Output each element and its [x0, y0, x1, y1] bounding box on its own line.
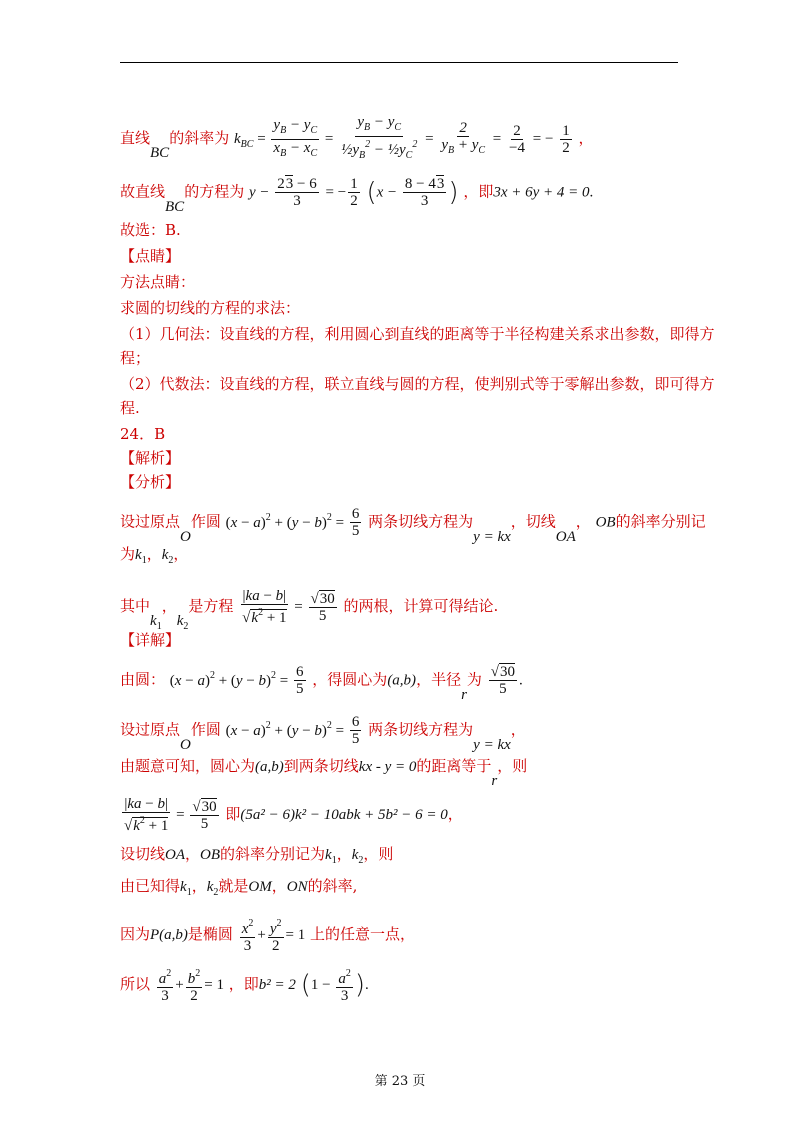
page-footer: 第 23 页 — [374, 1074, 426, 1089]
line-algebra-method-cont: 程. — [120, 399, 140, 417]
line-analysis-3: 其中$k_1$，$k_2$是方程 $\frac{|ka - b|}{√k^2 + 1}$ = $\frac{√30}{5}$ 的两根，计算可得结论. — [120, 588, 499, 632]
line-method: 方法点睛： — [120, 273, 196, 291]
line-detail-3: 由题意可知，圆心为(a,b)到两条切线kx - y = 0的距离等于r，则 — [120, 757, 528, 789]
line-geometry-method-cont: 程； — [120, 349, 151, 367]
question-number: 24．B — [120, 425, 166, 443]
line-answer: 故选：B. — [120, 221, 181, 239]
line-detail-8: 所以 $\frac{a^2}{3}$ + $\frac{b^2}{2}$ = 1 ，即b² = 2 (1 − $\frac{a^2}{3}$ ). — [120, 968, 369, 1004]
line-detail-4: $\frac{|ka - b|}{√k^2 + 1}$ = $\frac{√30}{5}$ 即(5a² − 6)k² − 10abk + 5b² − 6 = 0， — [124, 796, 463, 834]
line-slope-bc: 直线BC的斜率为 $k_{BC}$ = $\frac{y_B - y_C}{x_B - x_C}$ = $\frac{y_B - y_C}{\frac{1}{2}y_B^2 - \frac{1}{2}y_C^2}$ = $\frac{2}{y_B + y_C}$ = $\frac{2}{-4}$ = − $\frac{1}{2}$ ， — [120, 114, 594, 161]
heading-fenxi: 【分析】 — [120, 473, 181, 491]
heading-xiangjie: 【详解】 — [120, 631, 181, 649]
heading-dianjing: 【点睛】 — [120, 247, 181, 265]
line-detail-6: 由已知得$k_1$，$k_2$就是OM，ON的斜率, — [120, 877, 358, 898]
line-geometry-method: （1）几何法：设直线的方程，利用圆心到直线的距离等于半径构建关系求出参数，即得方 — [120, 325, 715, 343]
line-detail-1: 由圆： $(x - a)^2 + (y - b)^2$ = $\frac{6}{5}$ ，得圆心为(a,b)，半径r为 $\frac{√30}{5}$ . — [120, 664, 523, 703]
line-algebra-method: （2）代数法：设直线的方程，联立直线与圆的方程，使判别式等于零解出参数，即可得方 — [120, 375, 715, 393]
line-detail-5: 设切线OA，OB的斜率分别记为$k_1$，$k_2$，则 — [120, 845, 394, 866]
line-analysis-1: 设过原点O作圆 $(x - a)^2 + (y - b)^2$ = $\frac{6}{5}$ 两条切线方程为y = kx，切线OA， OB的斜率分别记 — [120, 506, 706, 545]
line-analysis-2: 为$k_1$，$k_2$， — [120, 545, 189, 566]
line-equation-bc: 故直线BC的方程为 y − $\frac{23 - 6}{3}$ = − $\frac{1}{2}$ (x − $\frac{8 - 43}{3}$ ) ，即3x + 6y + 4 = 0. — [120, 176, 594, 215]
line-method-title: 求圆的切线的方程的求法： — [120, 299, 301, 317]
line-detail-7: 因为P(a,b)是椭圆 $\frac{x^2}{3}$ + $\frac{y^2}{2}$ = 1 上的任意一点， — [120, 918, 416, 954]
line-detail-2: 设过原点O作圆 $(x - a)^2 + (y - b)^2$ = $\frac{6}{5}$ 两条切线方程为y = kx， — [120, 714, 526, 753]
header-rule — [120, 62, 678, 63]
heading-jiexi: 【解析】 — [120, 449, 181, 467]
